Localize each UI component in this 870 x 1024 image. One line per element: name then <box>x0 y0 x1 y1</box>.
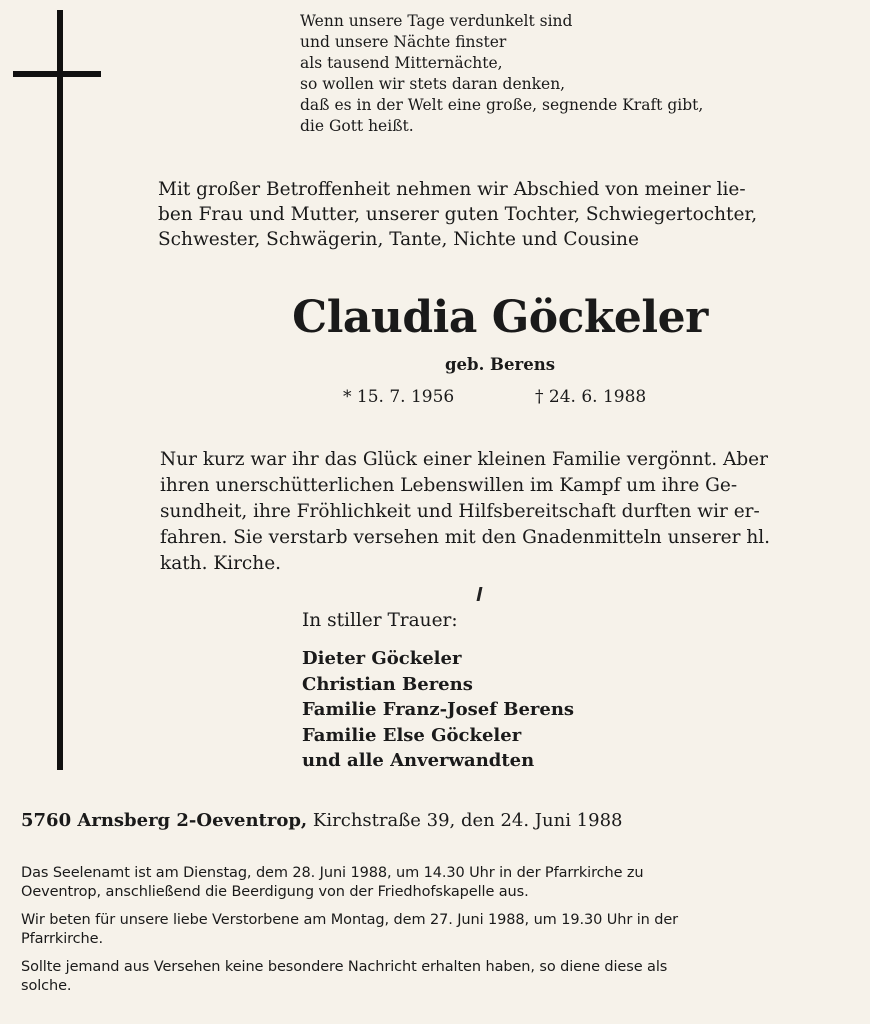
tribute-paragraph <box>160 447 770 577</box>
tribute-line: fahren. Sie verstarb versehen mit den Gnadenmitteln unserer hl. <box>160 527 771 548</box>
tribute-line: sundheit, ihre Fröhlichkeit und Hilfsbereitschaft durften wir er- <box>160 501 760 522</box>
note-line: Oeventrop, anschließend die Beerdigung von der Friedhofskapelle aus. <box>21 884 529 900</box>
mourner-item: Christian Berens <box>302 673 473 695</box>
mourner-item: Familie Else Göckeler <box>302 724 522 746</box>
intro-line: ben Frau und Mutter, unserer guten Tochter, Schwiegertochter, <box>158 204 758 225</box>
death-date: † 24. 6. 1988 <box>535 387 647 407</box>
note-line: solche. <box>21 978 72 994</box>
maiden-name: geb. Berens <box>445 355 555 374</box>
deceased-name: Claudia Göckeler <box>292 292 708 343</box>
mourning-label: In stiller Trauer: <box>302 610 458 631</box>
note-line: Das Seelenamt ist am Dienstag, dem 28. Juni 1988, um 14.30 Uhr in der Pfarrkirche zu <box>21 865 644 881</box>
note-notice <box>21 958 678 996</box>
note-prayer <box>21 911 678 949</box>
note-line: Pfarrkirche. <box>21 931 103 947</box>
address-place: 5760 Arnsberg 2-Oeventrop, <box>21 810 308 831</box>
poem-line: Wenn unsere Tage verdunkelt sind <box>300 12 573 30</box>
mourners-list <box>302 646 574 774</box>
mourner-item: Dieter Göckeler <box>302 648 462 669</box>
poem-line: daß es in der Welt eine große, segnende Kraft gibt, <box>300 96 704 114</box>
tribute-line: kath. Kirche. <box>160 553 282 574</box>
poem-line: so wollen wir stets daran denken, <box>300 75 566 93</box>
poem-line: die Gott heißt. <box>300 117 414 135</box>
service-notes <box>21 864 678 1005</box>
intro-text <box>158 177 848 252</box>
note-requiem <box>21 864 678 902</box>
cross-horizontal-bar <box>13 71 101 77</box>
address-line <box>21 810 622 831</box>
mourner-item: Familie Franz-Josef Berens <box>302 699 575 720</box>
birth-date: * 15. 7. 1956 <box>343 387 455 407</box>
tribute-line: ihren unerschütterlichen Lebenswillen im Kampf um ihre Ge- <box>160 475 738 496</box>
note-line: Sollte jemand aus Versehen keine besondere Nachricht erhalten haben, so diene diese als <box>21 959 668 975</box>
print-mark <box>477 587 483 601</box>
address-rest: Kirchstraße 39, den 24. Juni 1988 <box>307 810 623 831</box>
cross-vertical-bar <box>57 10 63 770</box>
intro-line: Mit großer Betroffenheit nehmen wir Abschied von meiner lie- <box>158 179 746 200</box>
note-line: Wir beten für unsere liebe Verstorbene am Montag, dem 27. Juni 1988, um 19.30 Uhr in der <box>21 912 679 928</box>
poem-line: als tausend Mitternächte, <box>300 54 503 72</box>
intro-line: Schwester, Schwägerin, Tante, Nichte und Cousine <box>158 229 639 250</box>
mourner-item: und alle Anverwandten <box>302 750 535 771</box>
tribute-line: Nur kurz war ihr das Glück einer kleinen Familie vergönnt. Aber <box>160 449 768 470</box>
poem-line: und unsere Nächte finster <box>300 33 507 51</box>
poem <box>300 11 703 137</box>
